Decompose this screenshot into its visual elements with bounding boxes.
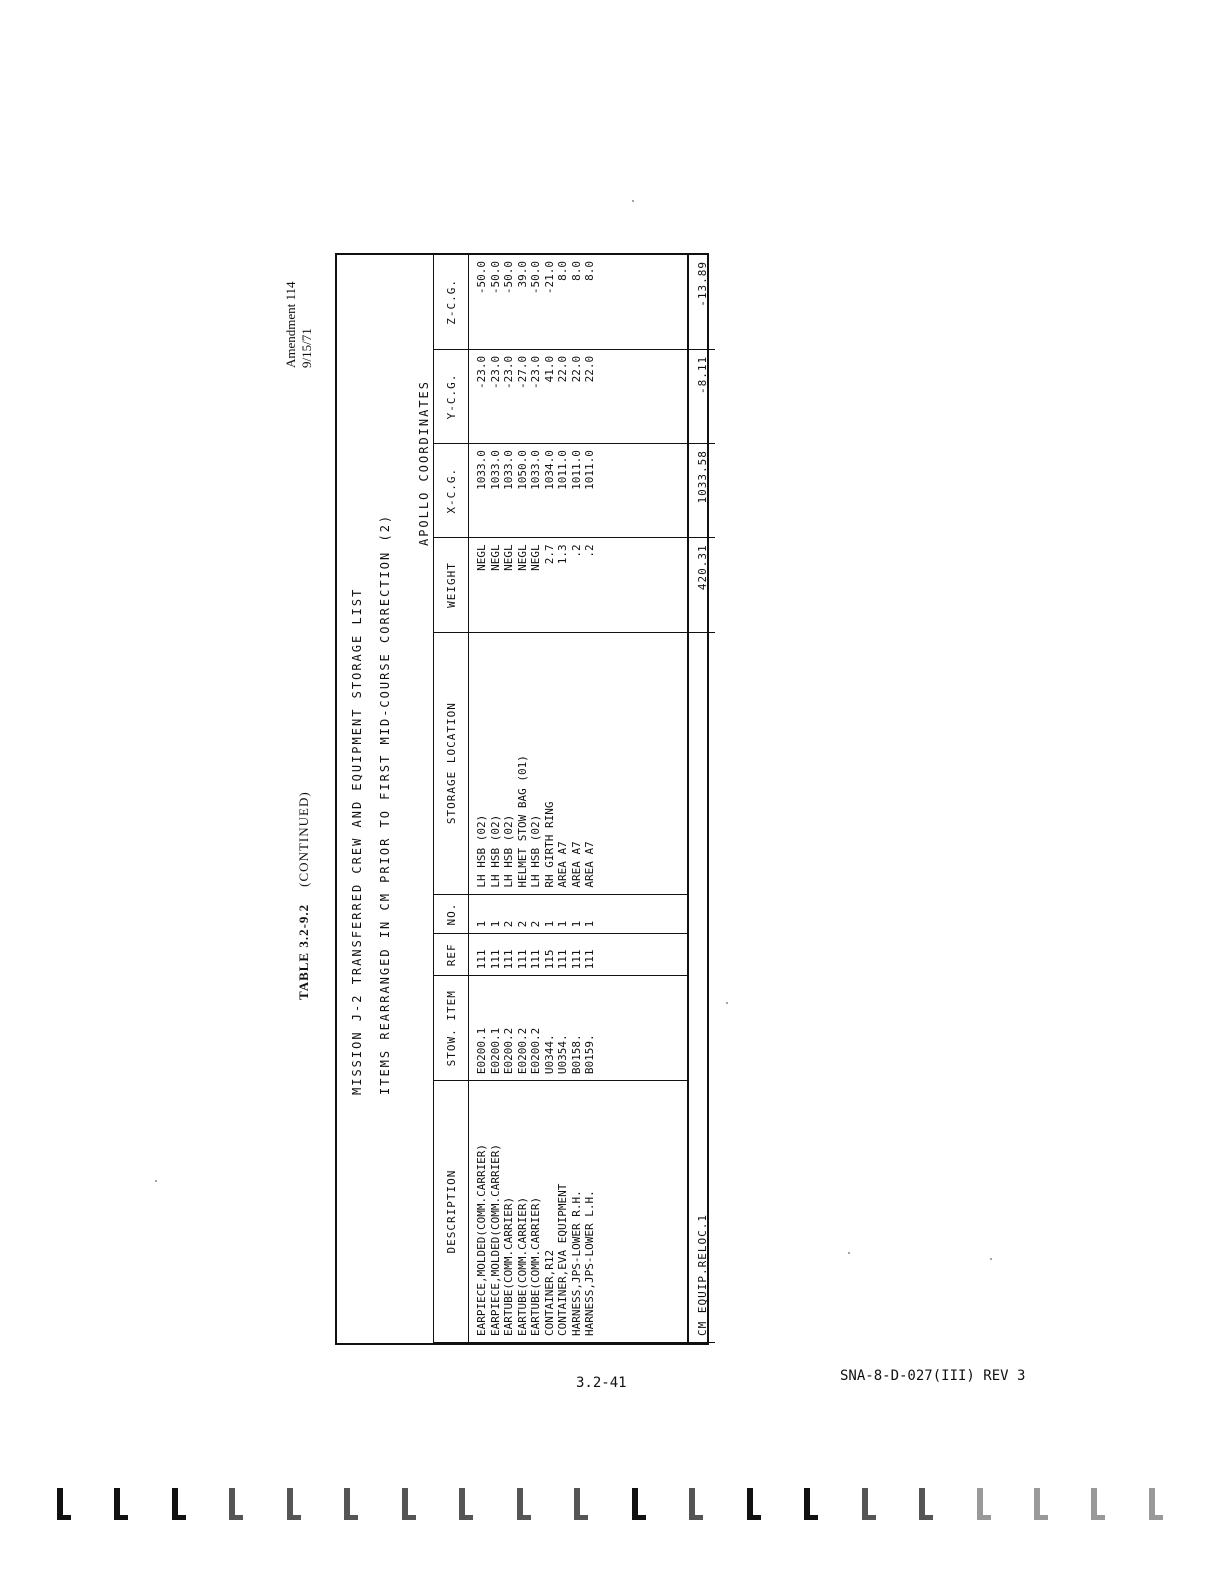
- film-mark: [917, 1488, 935, 1520]
- cell-description-9: HARNESS,JPS-LOWER L.H.: [583, 1190, 596, 1336]
- amendment-block: [283, 258, 339, 368]
- cell-z-2: -50.0: [488, 261, 502, 295]
- film-mark: [630, 1488, 648, 1520]
- film-mark: [170, 1488, 188, 1520]
- cells-x-cg: [469, 444, 689, 538]
- cell-no-5: 2: [529, 920, 542, 928]
- cell-weight-1: NEGL: [475, 544, 488, 571]
- cell-y-3: -23.0: [502, 355, 515, 389]
- amendment-label: Amendment 114: [283, 281, 298, 368]
- cell-weight-5: NEGL: [529, 544, 542, 571]
- cell-x-7: 1011.0: [556, 450, 569, 490]
- cell-y-8: 22.0: [569, 355, 583, 383]
- total-weight: 420.31: [688, 538, 715, 632]
- cell-no-7: 1: [556, 920, 569, 928]
- cell-weight-7: 1.3: [556, 544, 569, 565]
- cell-y-5: -23.0: [529, 355, 542, 389]
- cells-description: [469, 1081, 689, 1343]
- film-mark: [112, 1488, 130, 1520]
- cell-stow_item-7: U0354.: [556, 1034, 569, 1075]
- scan-speck: [990, 1258, 992, 1260]
- page-number: 3.2-41: [576, 1375, 627, 1391]
- scan-speck: [155, 1180, 157, 1182]
- cell-location-8: AREA A7: [569, 841, 583, 888]
- table-continued: (CONTINUED): [296, 791, 311, 887]
- col-stow-item: STOW. ITEM: [434, 976, 469, 1081]
- cell-weight-9: .2: [583, 544, 596, 558]
- table-title: [296, 720, 318, 1000]
- cell-weight-6: 2.7: [542, 544, 556, 565]
- cell-y-6: 41.0: [542, 355, 556, 383]
- amendment-date: 9/15/71: [299, 328, 314, 368]
- table-number: TABLE 3.2-9.2: [296, 903, 311, 1000]
- film-mark: [1089, 1488, 1107, 1520]
- film-edge-marks: [55, 1480, 1165, 1520]
- cell-ref-6: 115: [542, 949, 556, 970]
- film-mark: [1032, 1488, 1050, 1520]
- cell-location-3: LH HSB (02): [502, 814, 515, 888]
- cell-y-4: -27.0: [515, 355, 529, 389]
- cells-y-cg: [469, 349, 689, 443]
- cell-location-2: LH HSB (02): [488, 814, 502, 888]
- cell-location-9: AREA A7: [583, 841, 596, 888]
- film-mark: [285, 1488, 303, 1520]
- cell-z-5: -50.0: [529, 261, 542, 295]
- film-mark: [55, 1488, 73, 1520]
- cell-z-8: 8.0: [569, 261, 583, 281]
- cell-location-1: LH HSB (02): [475, 814, 488, 888]
- film-mark: [457, 1488, 475, 1520]
- total-row: [688, 255, 715, 1343]
- total-y-cg: -8.11: [688, 349, 715, 443]
- col-no: NO.: [434, 894, 469, 934]
- cell-z-1: -50.0: [475, 261, 488, 295]
- scan-speck: [848, 1252, 850, 1254]
- cell-x-6: 1034.0: [542, 450, 556, 490]
- document-id: SNA-8-D-027(III) REV 3: [840, 1368, 1026, 1384]
- cell-y-9: 22.0: [583, 355, 596, 383]
- cell-description-4: EARTUBE(COMM.CARRIER): [515, 1196, 529, 1336]
- cell-z-9: 8.0: [583, 261, 596, 281]
- cell-x-1: 1033.0: [475, 450, 488, 490]
- cell-ref-8: 111: [569, 949, 583, 970]
- cell-location-7: AREA A7: [556, 841, 569, 888]
- cell-x-5: 1033.0: [529, 450, 542, 490]
- cell-stow_item-1: E0200.1: [475, 1027, 488, 1075]
- film-mark: [687, 1488, 705, 1520]
- cells-stow-item: [469, 976, 689, 1081]
- cell-description-2: EARPIECE,MOLDED(COMM.CARRIER): [488, 1143, 502, 1336]
- scan-speck: [726, 1002, 728, 1004]
- cell-no-4: 2: [515, 920, 529, 928]
- cell-ref-3: 111: [502, 949, 515, 970]
- film-mark: [572, 1488, 590, 1520]
- col-weight: WEIGHT: [434, 538, 469, 632]
- film-mark: [342, 1488, 360, 1520]
- cell-description-5: EARTUBE(COMM.CARRIER): [529, 1196, 542, 1336]
- cell-y-7: 22.0: [556, 355, 569, 383]
- cell-ref-2: 111: [488, 949, 502, 970]
- total-label: CM EQUIP.RELOC.1: [688, 632, 715, 1342]
- storage-table-frame: [335, 253, 709, 1345]
- cell-stow_item-6: U0344.: [542, 1034, 556, 1075]
- cell-stow_item-8: B0158.: [569, 1034, 583, 1075]
- col-description: DESCRIPTION: [434, 1081, 469, 1343]
- list-title: MISSION J-2 TRANSFERRED CREW AND EQUIPMENT STORAGE LIST: [350, 587, 364, 1095]
- cell-ref-5: 111: [529, 949, 542, 970]
- cell-z-4: 39.0: [515, 261, 529, 288]
- scan-speck: [632, 200, 634, 202]
- table-body: [469, 255, 689, 1343]
- cell-description-7: CONTAINER,EVA EQUIPMENT: [556, 1183, 569, 1336]
- cell-weight-3: NEGL: [502, 544, 515, 571]
- cell-no-3: 2: [502, 920, 515, 928]
- storage-table: [433, 255, 715, 1343]
- film-mark: [1147, 1488, 1165, 1520]
- cell-description-3: EARTUBE(COMM.CARRIER): [502, 1196, 515, 1336]
- cell-description-6: CONTAINER,R12: [542, 1249, 556, 1336]
- cell-ref-1: 111: [475, 949, 488, 970]
- col-x-cg: X-C.G.: [434, 444, 469, 538]
- cell-x-2: 1033.0: [488, 450, 502, 490]
- film-mark: [802, 1488, 820, 1520]
- cell-stow_item-2: E0200.1: [488, 1027, 502, 1075]
- cell-no-2: 1: [488, 920, 502, 928]
- cell-weight-2: NEGL: [488, 544, 502, 571]
- cell-no-8: 1: [569, 920, 583, 928]
- cells-ref: [469, 934, 689, 976]
- cell-x-9: 1011.0: [583, 450, 596, 490]
- cell-stow_item-4: E0200.2: [515, 1027, 529, 1075]
- cell-ref-7: 111: [556, 949, 569, 970]
- cell-stow_item-5: E0200.2: [529, 1027, 542, 1075]
- cell-location-6: RH GIRTH RING: [542, 801, 556, 888]
- cell-z-6: -21.0: [542, 261, 556, 295]
- cell-z-3: -50.0: [502, 261, 515, 295]
- film-mark: [975, 1488, 993, 1520]
- cell-no-6: 1: [542, 920, 556, 928]
- cell-no-1: 1: [475, 920, 488, 928]
- cell-y-1: -23.0: [475, 355, 488, 389]
- cell-no-9: 1: [583, 920, 596, 928]
- cell-x-8: 1011.0: [569, 450, 583, 490]
- col-storage-location: STORAGE LOCATION: [434, 632, 469, 894]
- film-mark: [227, 1488, 245, 1520]
- apollo-coordinates-label: APOLLO COORDINATES: [417, 379, 431, 547]
- cell-stow_item-3: E0200.2: [502, 1027, 515, 1075]
- cell-x-3: 1033.0: [502, 450, 515, 490]
- cell-ref-4: 111: [515, 949, 529, 970]
- col-ref: REF: [434, 934, 469, 976]
- cell-location-5: LH HSB (02): [529, 814, 542, 888]
- cell-description-1: EARPIECE,MOLDED(COMM.CARRIER): [475, 1143, 488, 1336]
- cell-z-7: 8.0: [556, 261, 569, 281]
- film-mark: [400, 1488, 418, 1520]
- cells-weight: [469, 538, 689, 632]
- film-mark: [860, 1488, 878, 1520]
- cells-location: [469, 632, 689, 894]
- film-mark: [515, 1488, 533, 1520]
- cell-weight-4: NEGL: [515, 544, 529, 571]
- cells-no: [469, 894, 689, 934]
- cell-ref-9: 111: [583, 949, 596, 970]
- cell-x-4: 1050.0: [515, 450, 529, 490]
- col-z-cg: Z-C.G.: [434, 255, 469, 349]
- cells-z-cg: [469, 255, 689, 349]
- cell-y-2: -23.0: [488, 355, 502, 389]
- col-y-cg: Y-C.G.: [434, 349, 469, 443]
- total-z-cg: -13.89: [688, 255, 715, 349]
- cell-stow_item-9: B0159.: [583, 1034, 596, 1075]
- cell-weight-8: .2: [569, 544, 583, 558]
- cell-description-8: HARNESS,JPS-LOWER R.H.: [569, 1190, 583, 1336]
- list-subtitle: ITEMS REARRANGED IN CM PRIOR TO FIRST MID-COURSE CORRECTION (2): [378, 513, 392, 1095]
- film-mark: [745, 1488, 763, 1520]
- total-x-cg: 1033.58: [688, 444, 715, 538]
- cell-location-4: HELMET STOW BAG (01): [515, 755, 529, 888]
- table-header-row: [434, 255, 469, 1343]
